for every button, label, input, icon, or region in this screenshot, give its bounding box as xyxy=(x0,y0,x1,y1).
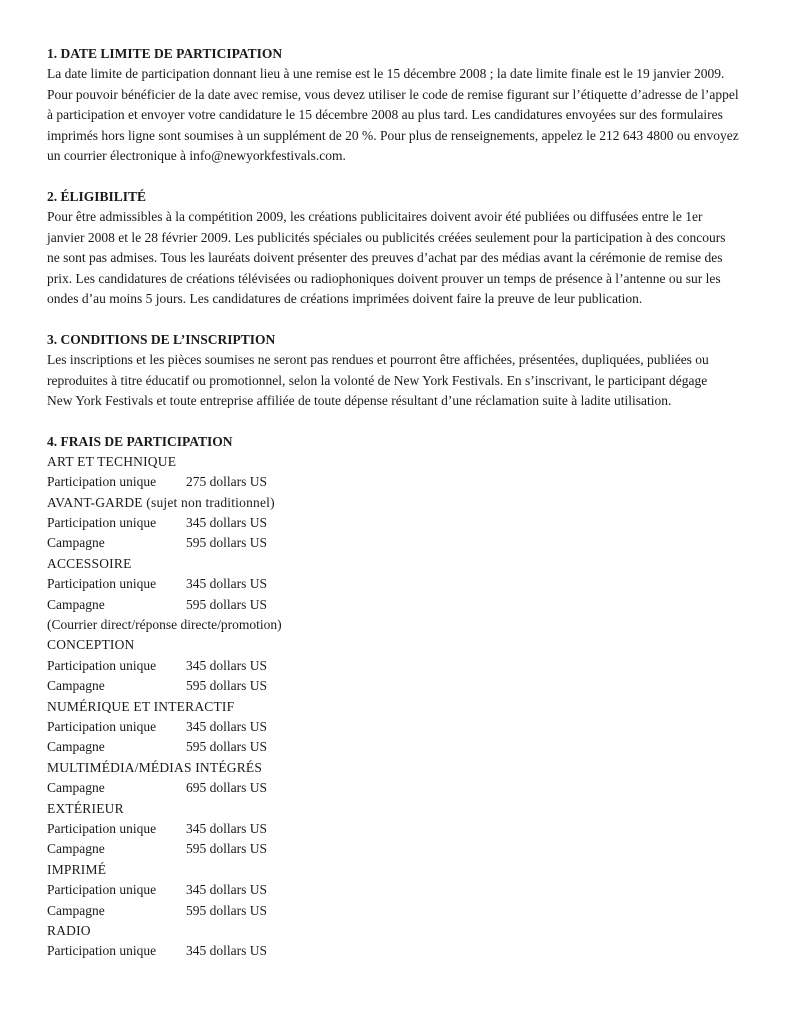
fee-category xyxy=(47,635,747,696)
category-heading: CONCEPTION xyxy=(47,637,135,653)
fee-amount: 345 dollars US xyxy=(186,514,267,530)
section-paragraph xyxy=(47,64,747,167)
fee-category xyxy=(47,452,747,493)
section-title: 4. FRAIS DE PARTICIPATION xyxy=(47,433,233,449)
fee-amount: 595 dollars US xyxy=(186,902,267,918)
fee-label: Campagne xyxy=(47,535,105,551)
fee-category xyxy=(47,799,747,860)
paragraph-line: prix. Les candidatures de créations télévisées ou radiophoniques doivent prouver un temps de présence à l’antenne ou sur les xyxy=(47,270,721,286)
fee-row xyxy=(47,656,747,676)
paragraph-line: janvier 2008 et le 28 février 2009. Les publicités spéciales ou publicités créées seulement pour la participation à des concours xyxy=(47,229,726,245)
section-conditions xyxy=(47,330,747,412)
fee-row xyxy=(47,901,747,921)
paragraph-line: un courrier électronique à info@newyorkfestivals.com. xyxy=(47,148,346,164)
paragraph-line: imprimés hors ligne sont soumises à un supplément de 20 %. Pour plus de renseignements, appelez le 212 643 4800 ou envoyez xyxy=(47,127,739,143)
paragraph-line: reproduites à titre éducatif ou promotionnel, selon la volonté de New York Festivals. En s’inscrivant, le participant dégage xyxy=(47,372,708,388)
fee-category xyxy=(47,758,747,799)
category-heading: EXTÉRIEUR xyxy=(47,800,124,816)
fee-category xyxy=(47,860,747,921)
category-note: (Courrier direct/réponse directe/promotion) xyxy=(47,616,282,632)
section-frais xyxy=(47,432,747,962)
fee-label: Campagne xyxy=(47,902,105,918)
fee-label: Campagne xyxy=(47,678,105,694)
fee-label: Participation unique xyxy=(47,821,157,837)
fee-amount: 595 dollars US xyxy=(186,678,267,694)
fee-row xyxy=(47,819,747,839)
fee-amount: 345 dollars US xyxy=(186,576,267,592)
paragraph-line: New York Festivals et toute entreprise affiliée de toute dépense résultant d’une réclamation suite à ladite utilisation. xyxy=(47,393,672,409)
paragraph-line: à participation et envoyer votre candidature le 15 décembre 2008 au plus tard. Les candidatures envoyées sur des formulaires xyxy=(47,107,723,123)
fee-amount: 345 dollars US xyxy=(186,657,267,673)
section-title: 3. CONDITIONS DE L’INSCRIPTION xyxy=(47,331,276,347)
category-heading: RADIO xyxy=(47,923,91,939)
fee-row xyxy=(47,778,747,798)
fee-amount: 595 dollars US xyxy=(186,841,267,857)
section-eligibilite xyxy=(47,187,747,310)
section-paragraph xyxy=(47,350,747,412)
fee-label: Participation unique xyxy=(47,474,157,490)
fee-row xyxy=(47,533,747,553)
paragraph-line: Les inscriptions et les pièces soumises ne seront pas rendues et pourront être affichées, présentées, dupliquées, publiées ou xyxy=(47,351,709,367)
fee-row xyxy=(47,737,747,757)
fee-label: Campagne xyxy=(47,739,105,755)
category-heading: MULTIMÉDIA/MÉDIAS INTÉGRÉS xyxy=(47,759,263,775)
section-date-limite xyxy=(47,44,747,167)
fee-label: Participation unique xyxy=(47,719,157,734)
paragraph-line: ondes d’au moins 5 jours. Les candidatures de créations imprimées doivent faire la preuve de leur publication. xyxy=(47,291,643,307)
fee-label: Campagne xyxy=(47,841,105,857)
fee-amount: 695 dollars US xyxy=(186,780,267,796)
fee-amount: 345 dollars US xyxy=(186,821,267,837)
fee-row xyxy=(47,574,747,594)
fee-row xyxy=(47,472,747,492)
fee-row xyxy=(47,880,747,900)
fee-amount: 345 dollars US xyxy=(186,719,267,734)
paragraph-line: Pour pouvoir bénéficier de la date avec remise, vous devez utiliser le code de remise figurant sur l’étiquette d’adresse de l’appel xyxy=(47,86,739,102)
section-paragraph xyxy=(47,207,747,310)
fee-category xyxy=(47,554,747,636)
fee-row xyxy=(47,595,747,615)
fee-label: Participation unique xyxy=(47,514,157,530)
category-heading: IMPRIMÉ xyxy=(47,861,107,877)
fee-category xyxy=(47,921,747,962)
paragraph-line: La date limite de participation donnant lieu à une remise est le 15 décembre 2008 ; la date limite finale est le 19 janvier 2009. xyxy=(47,66,725,81)
category-heading: ART ET TECHNIQUE xyxy=(47,453,177,469)
fee-label: Participation unique xyxy=(47,657,157,673)
category-heading: NUMÉRIQUE ET INTERACTIF xyxy=(47,698,235,714)
fee-label: Campagne xyxy=(47,780,105,796)
fee-label: Campagne xyxy=(47,596,105,612)
fee-label: Participation unique xyxy=(47,943,157,959)
fee-amount: 345 dollars US xyxy=(186,882,267,898)
fee-amount: 595 dollars US xyxy=(186,596,267,612)
fee-row xyxy=(47,676,747,696)
fee-amount: 595 dollars US xyxy=(186,535,267,551)
fee-amount: 595 dollars US xyxy=(186,739,267,755)
document-page xyxy=(47,44,747,982)
fee-label: Participation unique xyxy=(47,882,157,898)
category-heading: AVANT-GARDE (sujet non traditionnel) xyxy=(47,494,275,510)
fee-row xyxy=(47,513,747,533)
fee-amount: 275 dollars US xyxy=(186,474,267,490)
section-title: 1. DATE LIMITE DE PARTICIPATION xyxy=(47,46,283,61)
fee-label: Participation unique xyxy=(47,576,157,592)
paragraph-line: Pour être admissibles à la compétition 2009, les créations publicitaires doivent avoir été publiées ou diffusées entre le 1er xyxy=(47,208,703,224)
fee-row xyxy=(47,717,747,737)
fee-category xyxy=(47,493,747,554)
fee-category xyxy=(47,697,747,758)
fee-row xyxy=(47,941,747,961)
paragraph-line: ne sont pas admises. Tous les lauréats doivent présenter des preuves d’achat par des médias avant la cérémonie de remise des xyxy=(47,250,723,266)
section-title: 2. ÉLIGIBILITÉ xyxy=(47,188,147,204)
category-heading: ACCESSOIRE xyxy=(47,555,132,571)
fee-amount: 345 dollars US xyxy=(186,943,267,959)
fee-row xyxy=(47,839,747,859)
